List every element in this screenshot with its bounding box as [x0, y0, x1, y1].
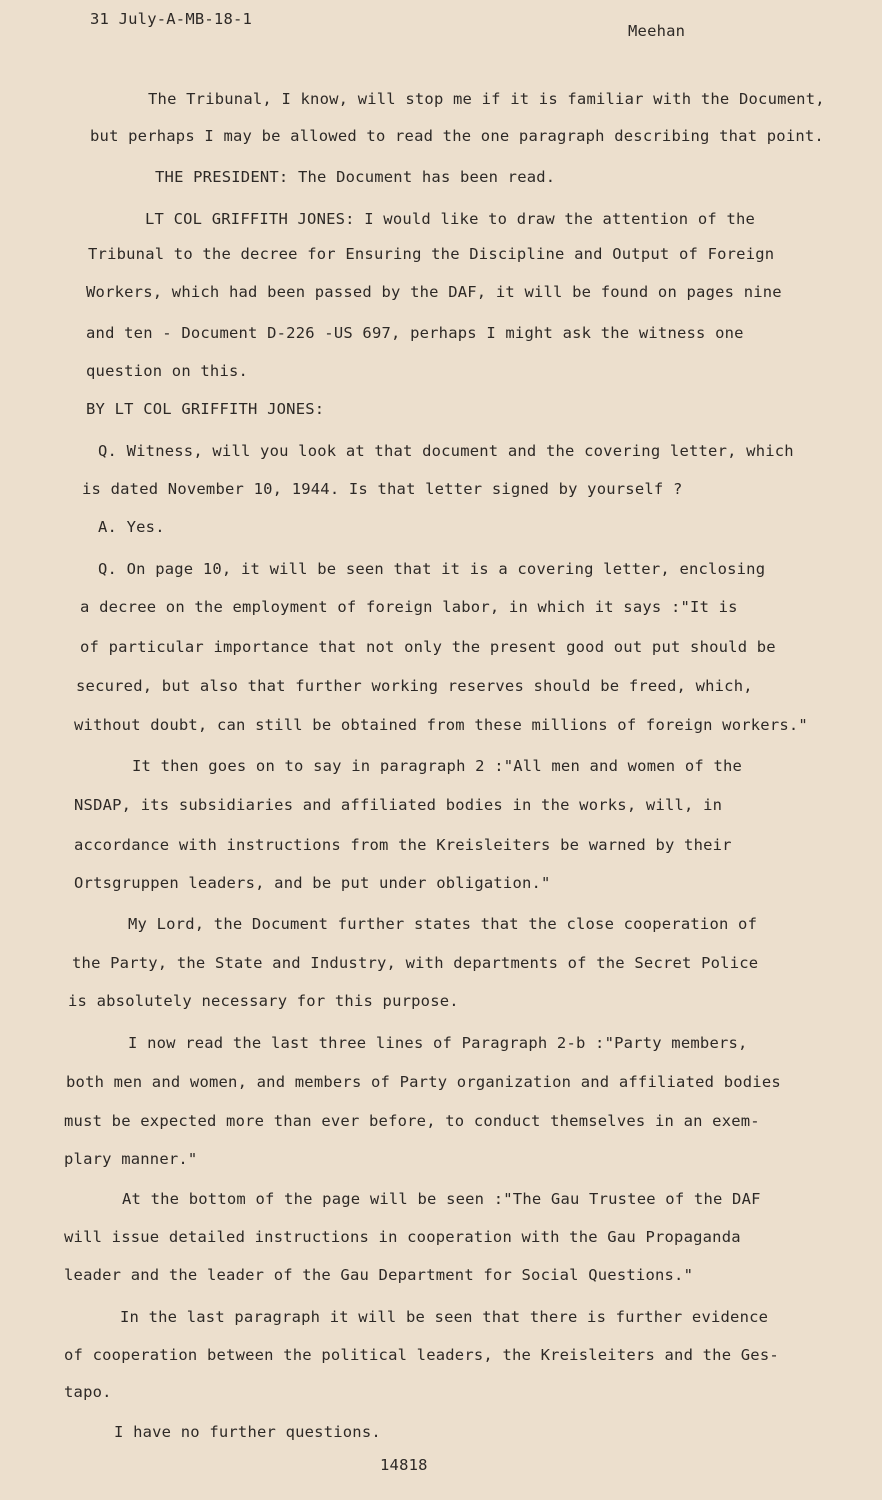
text-line: but perhaps I may be allowed to read the one paragraph describing that point. [90, 127, 824, 145]
text-line: both men and women, and members of Party organization and affiliated bodies [66, 1073, 781, 1091]
text-line: The Tribunal, I know, will stop me if it is familiar with the Document, [148, 90, 825, 108]
document-reference: 31 July-A-MB-18-1 [90, 10, 253, 28]
text-line: secured, but also that further working reserves should be freed, which, [76, 677, 753, 695]
text-line: It then goes on to say in paragraph 2 :"All men and women of the [132, 757, 743, 775]
examiner-heading: BY LT COL GRIFFITH JONES: [86, 400, 325, 418]
text-line: of particular importance that not only the present good out put should be [80, 638, 776, 656]
text-line: Q. Witness, will you look at that document and the covering letter, which [98, 442, 794, 460]
text-line: must be expected more than ever before, to conduct themselves in an exem- [64, 1112, 760, 1130]
text-line: a decree on the employment of foreign labor, in which it says :"It is [80, 598, 738, 616]
text-line: Q. On page 10, it will be seen that it is a covering letter, enclosing [98, 560, 766, 578]
reporter-name: Meehan [628, 22, 686, 40]
text-line: A. Yes. [98, 518, 165, 536]
text-line: leader and the leader of the Gau Department for Social Questions." [64, 1266, 694, 1284]
text-line: NSDAP, its subsidiaries and affiliated bodies in the works, will, in [74, 796, 723, 814]
text-line: Workers, which had been passed by the DAF, it will be found on pages nine [86, 283, 782, 301]
text-line: and ten - Document D-226 -US 697, perhaps I might ask the witness one [86, 324, 744, 342]
text-line: plary manner." [64, 1150, 198, 1168]
text-line: without doubt, can still be obtained from these millions of foreign workers." [74, 716, 808, 734]
text-line: I now read the last three lines of Paragraph 2-b :"Party members, [128, 1034, 748, 1052]
text-line: I have no further questions. [114, 1423, 381, 1441]
page-number: 14818 [380, 1456, 428, 1474]
text-line: question on this. [86, 362, 249, 380]
text-line: is dated November 10, 1944. Is that letter signed by yourself ? [82, 480, 683, 498]
text-line: is absolutely necessary for this purpose. [68, 992, 459, 1010]
text-line: Ortsgruppen leaders, and be put under obligation." [74, 874, 551, 892]
text-line: tapo. [64, 1383, 112, 1401]
text-line: At the bottom of the page will be seen :"The Gau Trustee of the DAF [122, 1190, 761, 1208]
text-line: My Lord, the Document further states that the close cooperation of [128, 915, 758, 933]
text-line: THE PRESIDENT: The Document has been read. [155, 168, 556, 186]
text-line: the Party, the State and Industry, with departments of the Secret Police [72, 954, 759, 972]
text-line: In the last paragraph it will be seen that there is further evidence [120, 1308, 769, 1326]
text-line: LT COL GRIFFITH JONES: I would like to draw the attention of the [145, 210, 756, 228]
text-line: will issue detailed instructions in cooperation with the Gau Propaganda [64, 1228, 741, 1246]
text-line: Tribunal to the decree for Ensuring the Discipline and Output of Foreign [88, 245, 775, 263]
text-line: of cooperation between the political leaders, the Kreisleiters and the Ges- [64, 1346, 779, 1364]
text-line: accordance with instructions from the Kreisleiters be warned by their [74, 836, 732, 854]
